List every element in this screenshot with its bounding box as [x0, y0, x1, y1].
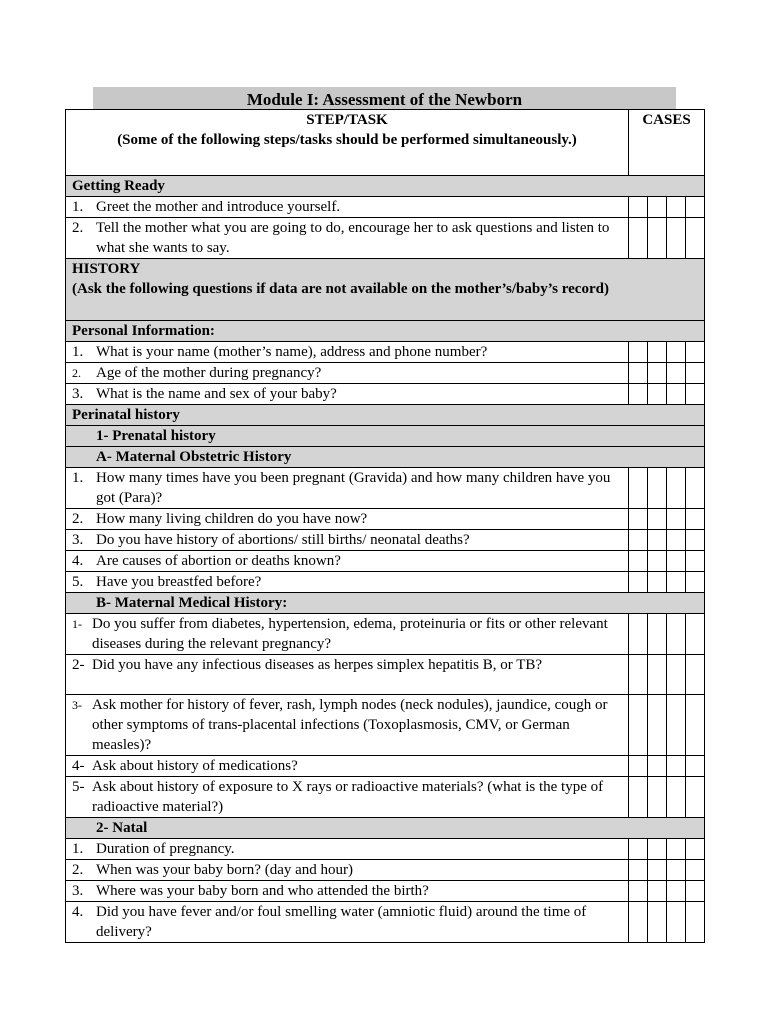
case-checkbox[interactable]: [686, 363, 705, 384]
section-row: [66, 259, 705, 321]
case-checkbox[interactable]: [667, 509, 686, 530]
table-row: [66, 839, 705, 860]
table-row: [66, 551, 705, 572]
case-checkbox[interactable]: [629, 777, 648, 818]
table-row: [66, 655, 705, 695]
case-checkbox[interactable]: [667, 655, 686, 695]
case-checkbox[interactable]: [648, 881, 667, 902]
case-checkbox[interactable]: [667, 881, 686, 902]
item-text: Have you breastfed before?: [96, 574, 262, 590]
case-checkbox[interactable]: [686, 839, 705, 860]
case-checkbox[interactable]: [629, 881, 648, 902]
item-text: Ask about history of exposure to X rays or radioactive materials? (what is the type of radioactive material?): [92, 779, 604, 815]
case-checkbox[interactable]: [629, 839, 648, 860]
table-row: [66, 572, 705, 593]
case-checkbox[interactable]: [667, 384, 686, 405]
item-number: 3.: [72, 883, 84, 899]
item-number: 5-: [72, 779, 85, 795]
item-number: 2.: [72, 511, 84, 527]
item-number: 2.: [72, 366, 81, 380]
case-checkbox[interactable]: [648, 551, 667, 572]
case-checkbox[interactable]: [648, 384, 667, 405]
table-row: [66, 509, 705, 530]
section-history: [66, 259, 705, 321]
case-checkbox[interactable]: [629, 860, 648, 881]
item-text: How many living children do you have now?: [96, 511, 368, 527]
table-row: [66, 777, 705, 818]
table-row: [66, 881, 705, 902]
case-checkbox[interactable]: [667, 342, 686, 363]
case-checkbox[interactable]: [629, 756, 648, 777]
case-checkbox[interactable]: [667, 614, 686, 655]
case-checkbox[interactable]: [667, 572, 686, 593]
section-perinatal-history: Perinatal history: [66, 405, 705, 426]
item-text: Where was your baby born and who attended the birth?: [96, 883, 429, 899]
item-text: Tell the mother what you are going to do, encourage her to ask questions and listen to what she wants to say.: [96, 220, 610, 256]
section-row: [66, 176, 705, 197]
case-checkbox[interactable]: [629, 655, 648, 695]
section-personal-information: Personal Information:: [66, 321, 705, 342]
case-checkbox[interactable]: [648, 342, 667, 363]
table-row: [66, 902, 705, 943]
section-maternal-obstetric-history: A- Maternal Obstetric History: [66, 447, 705, 468]
section-row: [66, 321, 705, 342]
case-checkbox[interactable]: [629, 468, 648, 509]
section-natal: 2- Natal: [66, 818, 705, 839]
item-number: 1.: [72, 470, 84, 486]
case-checkbox[interactable]: [629, 902, 648, 943]
section-row: [66, 818, 705, 839]
case-checkbox[interactable]: [629, 530, 648, 551]
case-checkbox[interactable]: [667, 530, 686, 551]
item-number: 4-: [72, 758, 85, 774]
section-row: [66, 405, 705, 426]
item-text: Greet the mother and introduce yourself.: [96, 199, 341, 215]
item-text: Ask mother for history of fever, rash, lymph nodes (neck nodules), jaundice, cough or other symptoms of trans-placental infections (Toxoplasmosis, CMV, or German measles)?: [92, 697, 608, 753]
header-row: [66, 110, 705, 176]
item-number: 1.: [72, 344, 84, 360]
case-checkbox[interactable]: [629, 551, 648, 572]
section-row: [66, 593, 705, 614]
case-checkbox[interactable]: [648, 468, 667, 509]
item-number: 3.: [72, 532, 84, 548]
case-checkbox[interactable]: [667, 218, 686, 259]
section-getting-ready: Getting Ready: [66, 176, 705, 197]
table-row: [66, 363, 705, 384]
item-text: Duration of pregnancy.: [96, 841, 235, 857]
item-text: Ask about history of medications?: [92, 758, 298, 774]
case-checkbox[interactable]: [686, 902, 705, 943]
step-task-label: STEP/TASK: [306, 112, 388, 128]
case-checkbox[interactable]: [686, 777, 705, 818]
item-text: Do you suffer from diabetes, hypertension, edema, proteinuria or fits or other relevant diseases during the relevant pregnancy?: [92, 616, 608, 652]
case-checkbox[interactable]: [648, 655, 667, 695]
item-number: 5.: [72, 574, 84, 590]
table-row: [66, 218, 705, 259]
item-number: 4.: [72, 553, 84, 569]
case-checkbox[interactable]: [686, 384, 705, 405]
case-checkbox[interactable]: [629, 695, 648, 756]
table-row: [66, 384, 705, 405]
case-checkbox[interactable]: [648, 756, 667, 777]
table-row: [66, 468, 705, 509]
case-checkbox[interactable]: [667, 551, 686, 572]
case-checkbox[interactable]: [686, 530, 705, 551]
table-row: [66, 756, 705, 777]
case-checkbox[interactable]: [686, 551, 705, 572]
case-checkbox[interactable]: [667, 695, 686, 756]
history-note: (Ask the following questions if data are not available on the mother’s/baby’s record): [72, 281, 609, 297]
case-checkbox[interactable]: [648, 509, 667, 530]
section-maternal-medical-history: B- Maternal Medical History:: [66, 593, 705, 614]
item-text: Do you have history of abortions/ still births/ neonatal deaths?: [96, 532, 470, 548]
section-prenatal-history: 1- Prenatal history: [66, 426, 705, 447]
case-checkbox[interactable]: [667, 777, 686, 818]
case-checkbox[interactable]: [629, 197, 648, 218]
item-number: 1-: [72, 617, 82, 631]
case-checkbox[interactable]: [648, 530, 667, 551]
case-checkbox[interactable]: [629, 342, 648, 363]
case-checkbox[interactable]: [648, 572, 667, 593]
case-checkbox[interactable]: [686, 197, 705, 218]
case-checkbox[interactable]: [648, 695, 667, 756]
case-checkbox[interactable]: [686, 342, 705, 363]
case-checkbox[interactable]: [648, 902, 667, 943]
item-number: 2.: [72, 862, 84, 878]
case-checkbox[interactable]: [686, 881, 705, 902]
case-checkbox[interactable]: [667, 839, 686, 860]
case-checkbox[interactable]: [686, 695, 705, 756]
case-checkbox[interactable]: [648, 363, 667, 384]
table-row: [66, 614, 705, 655]
case-checkbox[interactable]: [667, 468, 686, 509]
case-checkbox[interactable]: [686, 572, 705, 593]
case-checkbox[interactable]: [686, 509, 705, 530]
item-text: Age of the mother during pregnancy?: [96, 365, 322, 381]
table-row: [66, 197, 705, 218]
section-row: [66, 447, 705, 468]
item-text: How many times have you been pregnant (Gravida) and how many children have you got (Para)?: [96, 470, 611, 506]
case-checkbox[interactable]: [667, 756, 686, 777]
item-text: Are causes of abortion or deaths known?: [96, 553, 341, 569]
case-checkbox[interactable]: [667, 197, 686, 218]
case-checkbox[interactable]: [667, 902, 686, 943]
table-row: [66, 530, 705, 551]
case-checkbox[interactable]: [629, 363, 648, 384]
cases-header: CASES: [629, 110, 705, 176]
item-text: What is your name (mother’s name), address and phone number?: [96, 344, 488, 360]
item-text: Did you have fever and/or foul smelling water (amniotic fluid) around the time of delivery?: [96, 904, 587, 940]
table-row: [66, 342, 705, 363]
item-number: 3-: [72, 698, 82, 712]
case-checkbox[interactable]: [648, 218, 667, 259]
case-checkbox[interactable]: [686, 756, 705, 777]
item-number: 2.: [72, 220, 84, 236]
item-text: When was your baby born? (day and hour): [96, 862, 353, 878]
case-checkbox[interactable]: [667, 363, 686, 384]
item-number: 1.: [72, 841, 84, 857]
section-row: [66, 426, 705, 447]
case-checkbox[interactable]: [648, 777, 667, 818]
case-checkbox[interactable]: [648, 839, 667, 860]
item-number: 2-: [72, 657, 85, 673]
item-number: 4.: [72, 904, 84, 920]
case-checkbox[interactable]: [648, 614, 667, 655]
case-checkbox[interactable]: [686, 614, 705, 655]
item-number: 3.: [72, 386, 84, 402]
case-checkbox[interactable]: [629, 614, 648, 655]
item-number: 1.: [72, 199, 84, 215]
module-title: Module I: Assessment of the Newborn: [93, 87, 676, 109]
case-checkbox[interactable]: [686, 860, 705, 881]
case-checkbox[interactable]: [667, 860, 686, 881]
case-checkbox[interactable]: [629, 218, 648, 259]
history-label: HISTORY: [72, 261, 141, 277]
item-text: Did you have any infectious diseases as herpes simplex hepatitis B, or TB?: [92, 657, 543, 673]
case-checkbox[interactable]: [686, 468, 705, 509]
item-text: What is the name and sex of your baby?: [96, 386, 337, 402]
case-checkbox[interactable]: [648, 197, 667, 218]
case-checkbox[interactable]: [648, 860, 667, 881]
case-checkbox[interactable]: [629, 509, 648, 530]
case-checkbox[interactable]: [686, 655, 705, 695]
assessment-table: [65, 109, 705, 943]
case-checkbox[interactable]: [686, 218, 705, 259]
table-row: [66, 860, 705, 881]
table-row: [66, 695, 705, 756]
step-task-note: (Some of the following steps/tasks should be performed simultaneously.): [117, 132, 577, 148]
case-checkbox[interactable]: [629, 572, 648, 593]
step-task-header: [66, 110, 629, 176]
case-checkbox[interactable]: [629, 384, 648, 405]
